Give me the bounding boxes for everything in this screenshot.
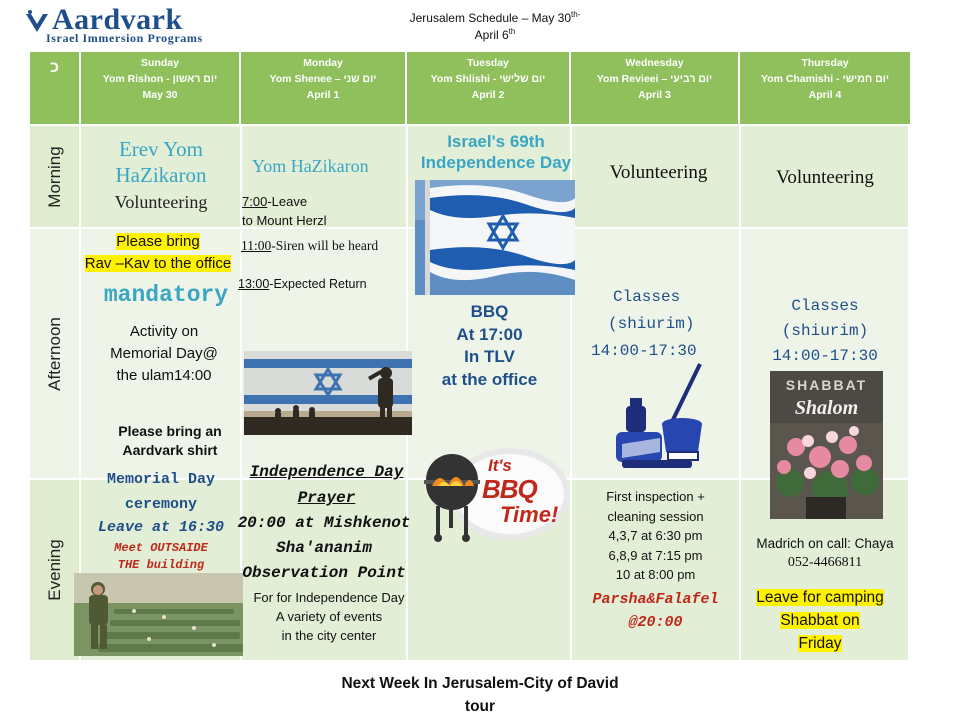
- day-name: Tuesday: [467, 57, 509, 69]
- bring-line2: Rav –Kav to the office: [84, 255, 232, 272]
- day-name: Wednesday: [625, 57, 684, 69]
- classes-subtitle: (shiurim): [608, 315, 695, 333]
- meet-line1: Meet OUTSAIDE: [114, 541, 208, 555]
- day-date: April 3: [638, 89, 671, 101]
- event1-time: 7:00: [242, 194, 268, 209]
- tuesday-heading: [398, 131, 594, 173]
- row-morning-text: Morning: [44, 145, 64, 208]
- camping-line2: Shabbat on: [780, 612, 860, 629]
- classes-hours: 14:00-17:30: [591, 342, 697, 360]
- event3-text: -Expected Return: [269, 277, 367, 291]
- header-tuesday: [407, 52, 571, 124]
- memorial-flag-photo: [244, 351, 412, 435]
- shirt-line1: Please bring an: [118, 423, 222, 439]
- prayer-line5: Observation Point: [242, 564, 406, 582]
- day-date: April 2: [471, 89, 505, 101]
- camping-line3: Friday: [798, 635, 842, 652]
- header-sunday: [81, 52, 241, 124]
- shabbat-word: SHABBAT: [785, 377, 868, 393]
- wednesday-volunteering: Volunteering: [609, 162, 708, 183]
- bbq-time-graphic: [418, 440, 570, 548]
- monday-event-1: [242, 192, 402, 230]
- classes-title: Classes: [791, 297, 859, 315]
- event2-text: -Siren will be heard: [271, 238, 379, 253]
- row-evening-text: Evening: [44, 539, 64, 601]
- monday-prayer-location: [236, 511, 412, 586]
- classes-hours: 14:00-17:30: [772, 347, 878, 365]
- logo-brand: Aardvark: [52, 3, 183, 36]
- erev-line2: HaZikaron: [115, 163, 207, 187]
- events-line3: in the city center: [281, 628, 377, 643]
- footer-line1: Next Week In Jerusalem-City of David: [341, 675, 619, 692]
- bbq-line4: at the office: [441, 369, 538, 389]
- camping-line1: Leave for camping: [756, 589, 884, 606]
- title-line2: April 6: [474, 28, 509, 42]
- monday-independence-prayer: [241, 459, 412, 511]
- title-line1: Jerusalem Schedule – May 30: [409, 11, 572, 25]
- wednesday-parsha: [571, 588, 740, 634]
- flower-bouquet-icon: [770, 423, 883, 519]
- bbq-line2: At 17:00: [456, 324, 523, 344]
- heading-line2: Independence Day: [420, 153, 572, 172]
- bring-line1: Please bring: [116, 233, 200, 250]
- heading-line1: Israel's 69th: [447, 132, 545, 151]
- bbq-line3: In TLV: [464, 347, 515, 366]
- prayer-line3: 20:00 at Mishkenot: [237, 514, 411, 532]
- header-thursday: [740, 52, 910, 124]
- title-sup: th-: [571, 10, 581, 19]
- parsha-line1: Parsha&Falafel: [592, 591, 719, 608]
- event2-time: 11:00: [241, 238, 272, 253]
- shirt-line2: Aardvark shirt: [122, 442, 218, 458]
- tuesday-bbq: [408, 301, 571, 391]
- corner-cell: [30, 52, 81, 124]
- activity-line1: Activity on: [129, 323, 199, 340]
- sunday-erev: [81, 136, 241, 188]
- day-name: Monday: [303, 57, 343, 69]
- day-hebrew: Yom Shlishi - יום שלישי: [430, 73, 546, 85]
- sunday-leave: Leave at 16:30: [97, 519, 225, 536]
- day-hebrew: Yom Chamishi - יום חמישי: [760, 73, 890, 85]
- sunday-activity: [81, 321, 247, 387]
- monday-title: Yom HaZikaron: [252, 156, 369, 176]
- bbq-its: It's: [488, 456, 512, 475]
- thursday-volunteering: Volunteering: [776, 167, 874, 188]
- inspection-line2: cleaning session: [607, 508, 704, 524]
- day-date: April 4: [808, 89, 842, 101]
- day-date: April 1: [306, 89, 340, 101]
- cleaning-supplies-icon: [612, 360, 704, 478]
- thursday-camping: [740, 586, 900, 655]
- sunday-bring-note: [72, 231, 244, 275]
- day-hebrew: Yom Revieei – יום רביעי: [596, 73, 713, 85]
- events-line1: For for Independence Day: [253, 590, 405, 605]
- title-sup2: th: [508, 27, 516, 36]
- activity-line2: Memorial Day@: [110, 345, 218, 362]
- header-monday: [241, 52, 407, 124]
- day-name: Thursday: [801, 57, 849, 69]
- shabbat-shalom-image: [770, 371, 883, 519]
- row-label-morning: [30, 126, 81, 229]
- classes-title: Classes: [613, 288, 681, 306]
- inspection-line5: 10 at 8:00 pm: [615, 567, 696, 582]
- ceremony-line1: Memorial Day: [106, 471, 216, 488]
- madrich-phone: 052-4466811: [787, 555, 863, 570]
- footer-line2: tour: [464, 698, 496, 715]
- wednesday-classes: [585, 284, 705, 365]
- prayer-line1: Independence Day: [249, 463, 404, 481]
- sunday-meet: [81, 540, 241, 574]
- bbq-time: Time!: [500, 502, 559, 527]
- row-afternoon-text: Afternoon: [44, 316, 64, 391]
- monday-event-3: [238, 277, 404, 291]
- bbq-line1: BBQ: [470, 302, 509, 321]
- prayer-line2: Prayer: [297, 489, 356, 507]
- thursday-madrich: [740, 534, 910, 572]
- footer-note: [250, 672, 710, 718]
- activity-line3: the ulam14:00: [116, 367, 212, 384]
- thursday-classes: [740, 294, 910, 369]
- inspection-line3: 4,3,7 at 6:30 pm: [608, 528, 703, 543]
- day-date: May 30: [142, 89, 178, 101]
- inspection-line1: First inspection +: [606, 489, 705, 504]
- sunday-volunteering: Volunteering: [114, 192, 208, 212]
- event1-text2: to Mount Herzl: [242, 213, 327, 228]
- day-hebrew: Yom Shenee – יום שני: [269, 73, 377, 85]
- day-name: Sunday: [141, 57, 179, 69]
- sunday-shirt-note: [95, 422, 245, 460]
- israel-flag-photo: [415, 180, 575, 295]
- corner-letter: כ: [50, 59, 59, 76]
- logo-tagline: Israel Immersion Programs: [46, 31, 203, 45]
- sunday-mandatory: mandatory: [103, 282, 229, 308]
- prayer-line4: Sha'ananim: [275, 539, 372, 557]
- soldier-field-photo: [74, 573, 243, 656]
- monday-event-2: [241, 238, 407, 254]
- erev-line1: Erev Yom: [118, 137, 203, 161]
- wednesday-inspection: [571, 487, 740, 585]
- aardvark-logo: [22, 4, 232, 44]
- events-line2: A variety of events: [275, 609, 383, 624]
- inspection-line4: 6,8,9 at 7:15 pm: [608, 547, 703, 563]
- sunday-ceremony: [81, 467, 241, 517]
- shalom-word: Shalom: [794, 397, 859, 419]
- monday-events-note: [241, 588, 417, 645]
- classes-subtitle: (shiurim): [781, 322, 869, 340]
- event3-time: 13:00: [238, 277, 270, 291]
- day-hebrew: Yom Rishon - יום ראשון: [102, 73, 218, 85]
- madrich-line1: Madrich on call: Chaya: [756, 536, 894, 551]
- page-title: [340, 8, 650, 42]
- ceremony-line2: ceremony: [124, 496, 197, 513]
- parsha-line2: @20:00: [628, 614, 683, 631]
- header-wednesday: [571, 52, 740, 124]
- meet-line2: THE building: [117, 558, 205, 572]
- bbq-word: BBQ: [482, 474, 537, 504]
- event1-text: -Leave: [267, 194, 308, 209]
